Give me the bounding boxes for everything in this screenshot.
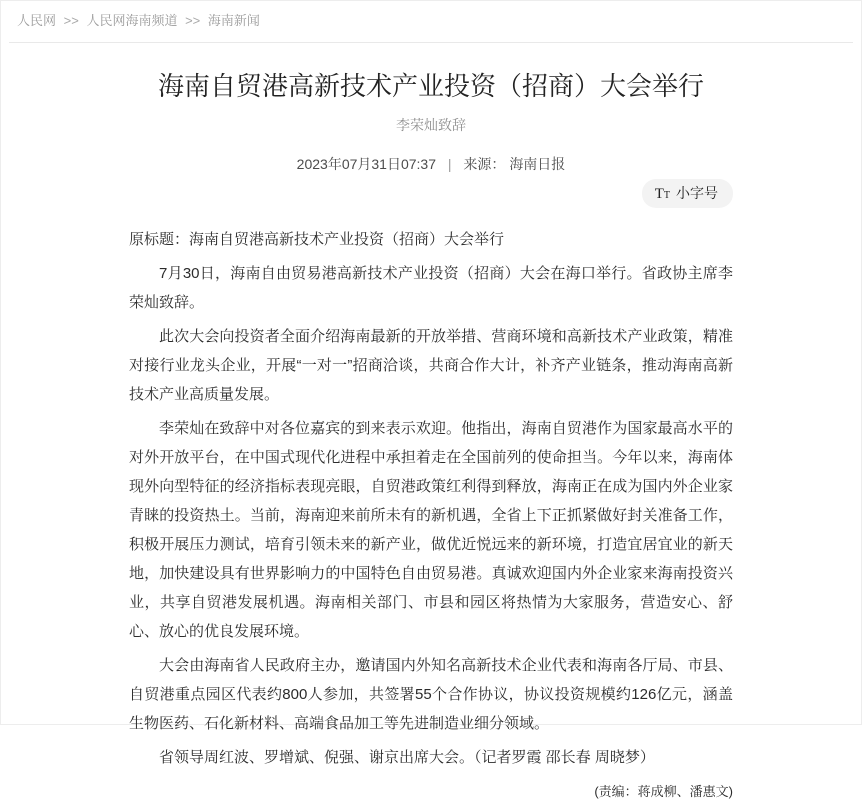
breadcrumb-separator: >>: [185, 13, 201, 28]
article-paragraph: 此次大会向投资者全面介绍海南最新的开放举措、营商环境和高新技术产业政策，精准对接行业龙头企业，开展“一对一”招商洽谈，共商合作大计，补齐产业链条，推动海南高新技术产业高质量发展。: [129, 328, 733, 403]
source-label: 来源：: [463, 156, 506, 172]
article-toolbar: [129, 179, 733, 208]
article-meta: [129, 154, 733, 174]
editors-credit: (责编：蒋成柳、潘惠文): [594, 784, 733, 799]
article-paragraph: 省领导周红波、罗增斌、倪强、谢京出席大会。（记者罗霞 邵长春 周晓梦）: [159, 749, 655, 766]
article-paragraph: 李荣灿在致辞中对各位嘉宾的到来表示欢迎。他指出，海南自贸港作为国家最高水平的对外开放平台，在中国式现代化进程中承担着走在全国前列的使命担当。今年以来，海南体现外向型特征的经济指标表现亮眼，自贸港政策红利得到释放，海南正在成为国内外企业家青睐的投资热土。当前，海南迎来前所未有的新机遇，全省上下正抓紧做好封关准备工作，积极开展压力测试，培育引领未来的新产业，做优近悦远来的新环境，打造宜居宜业的新天地，加快建设具有世界影响力的中国特色自由贸易港。真诚欢迎国内外企业家来海南投资兴业，共享自贸港发展机遇。海南相关部门、市县和园区将热情为大家服务，营造安心、舒心、放心的优良发展环境。: [129, 420, 733, 640]
article-paragraph: 7月30日，海南自由贸易港高新技术产业投资（招商）大会在海口举行。省政协主席李荣灿致辞。: [129, 265, 733, 311]
breadcrumb-link-hainan-channel[interactable]: 人民网海南频道: [86, 13, 178, 28]
breadcrumb-separator: >>: [63, 13, 79, 28]
breadcrumb: [9, 1, 853, 43]
breadcrumb-link-peoples-daily[interactable]: 人民网: [17, 13, 57, 28]
article-paragraph: 大会由海南省人民政府主办，邀请国内外知名高新技术企业代表和海南各厅局、市县、自贸港重点园区代表约800人参加，共签署55个合作协议，协议投资规模约126亿元，涵盖生物医药、石化新材料、高端食品加工等先进制造业细分领域。: [129, 657, 733, 732]
meta-divider: |: [447, 156, 452, 172]
article-body: [129, 225, 733, 772]
original-title-line: 原标题：海南自贸港高新技术产业投资（招商）大会举行: [129, 231, 505, 248]
article-container: [129, 68, 733, 800]
publish-date: 2023年07月31日07:37: [296, 156, 436, 172]
article-subtitle: 李荣灿致辞: [396, 117, 466, 133]
breadcrumb-link-hainan-news[interactable]: 海南新闻: [207, 13, 260, 28]
font-size-label: 小字号: [676, 185, 718, 201]
source-link[interactable]: 海南日报: [509, 156, 566, 172]
font-size-button[interactable]: [642, 179, 733, 208]
page-title: 海南自贸港高新技术产业投资（招商）大会举行: [157, 71, 704, 101]
font-size-icon: TT: [654, 186, 670, 202]
